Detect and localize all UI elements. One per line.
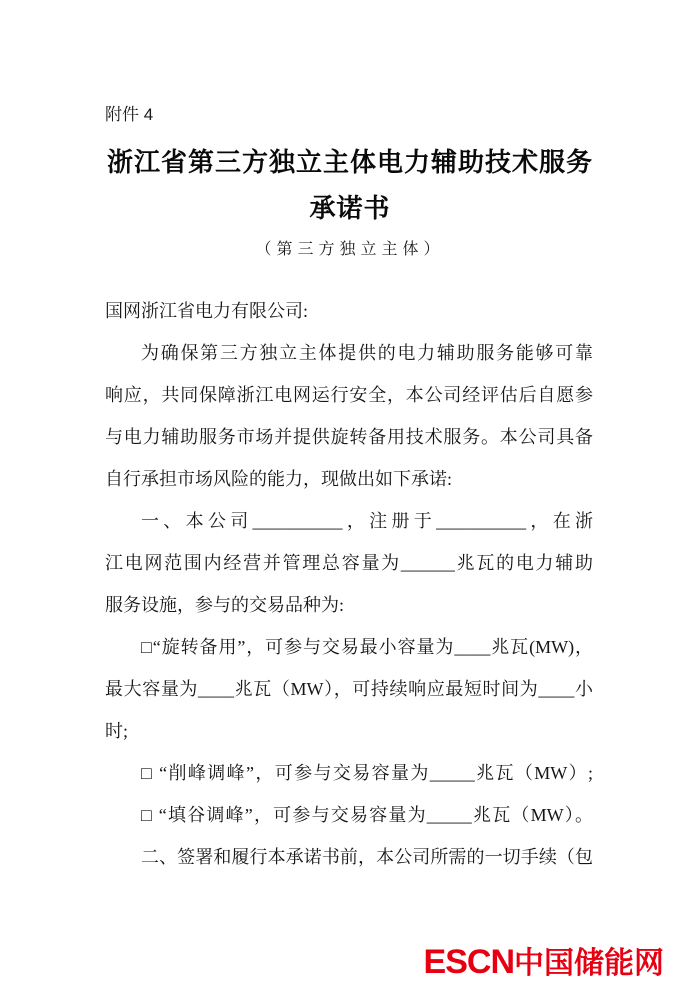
doc-subtitle: （第三方独立主体） [255, 241, 445, 258]
doc-line-item-two: 二、签署和履行本承诺书前，本公司所需的一切手续（包 [141, 847, 593, 867]
doc-line: 时; [105, 721, 129, 741]
doc-line: 响应，共同保障浙江电网运行安全，本公司经评估后自愿参 [105, 385, 593, 405]
doc-line: 与电力辅助服务市场并提供旋转备用技术服务。本公司具备 [105, 427, 593, 447]
escn-logo-chinese-text: 中国储能网 [514, 947, 664, 980]
doc-line: 江电网范围内经营并管理总容量为______兆瓦的电力辅助 [105, 553, 593, 573]
doc-line-checkbox-spinning-reserve: □“旋转备用”，可参与交易最小容量为____兆瓦(MW)， [141, 637, 593, 657]
doc-line: 为确保第三方独立主体提供的电力辅助服务能够可靠 [141, 343, 593, 363]
doc-line-checkbox-valley-filling: □ “填谷调峰”，可参与交易容量为_____兆瓦（MW）。 [141, 805, 593, 825]
doc-title-line2: 承诺书 [309, 194, 391, 223]
doc-line: 服务设施，参与的交易品种为: [105, 595, 344, 615]
doc-body [105, 290, 593, 878]
escn-logo-text: ESCN [423, 943, 514, 981]
doc-line-checkbox-peak-shaving: □ “削峰调峰”，可参与交易容量为_____兆瓦（MW）; [141, 763, 593, 783]
doc-line-item-one: 一、本公司__________，注册于__________，在浙 [141, 511, 593, 531]
attachment-label: 附件 4 [105, 105, 154, 124]
doc-title-line1: 浙江省第三方独立主体电力辅助技术服务 [106, 148, 593, 177]
doc-line: 自行承担市场风险的能力，现做出如下承诺: [105, 469, 452, 489]
doc-line-recipient: 国网浙江省电力有限公司: [105, 301, 308, 321]
doc-title [0, 140, 700, 232]
doc-line: 最大容量为____兆瓦（MW），可持续响应最短时间为____小 [105, 679, 593, 699]
escn-watermark-logo [424, 938, 664, 982]
